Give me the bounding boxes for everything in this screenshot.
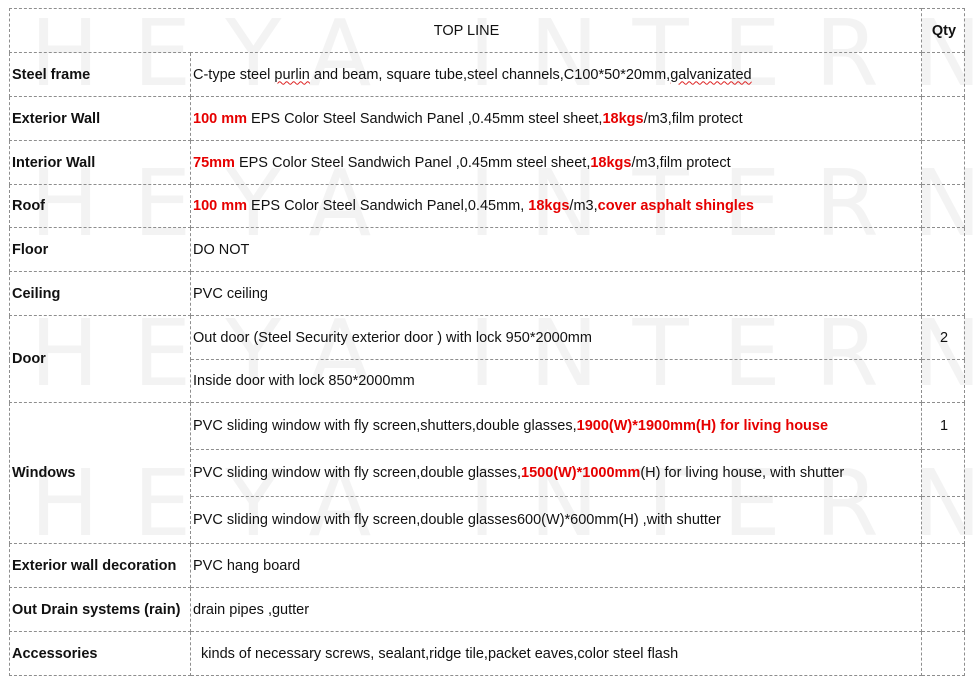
table-row <box>10 632 965 676</box>
qty-cell <box>922 141 965 185</box>
row-value-ceiling: PVC ceiling <box>191 272 922 316</box>
highlight-text: cover asphalt shingles <box>597 198 754 214</box>
text-segment: /m3,film protect <box>643 110 743 127</box>
qty-cell <box>922 632 965 676</box>
qty-cell <box>922 272 965 316</box>
table-row <box>10 185 965 228</box>
spellcheck-word: galvanizated <box>670 66 752 83</box>
text-segment: EPS Color Steel Sandwich Panel ,0.45mm steel sheet, <box>234 154 591 171</box>
spec-table <box>9 8 965 676</box>
row-value-roof <box>191 185 922 228</box>
text-segment: EPS Color Steel Sandwich Panel,0.45mm, <box>247 198 529 214</box>
qty-cell <box>922 544 965 588</box>
row-label-exterior-decoration: Exterior wall decoration <box>10 544 191 588</box>
table-row <box>10 272 965 316</box>
qty-cell <box>922 53 965 97</box>
qty-cell <box>922 588 965 632</box>
row-value-steel-frame <box>191 53 922 97</box>
row-label-floor: Floor <box>10 228 191 272</box>
row-label-door: Door <box>10 316 191 403</box>
qty-cell <box>922 360 965 403</box>
text-segment: (H) for living house, with shutter <box>640 465 845 481</box>
text-segment: /m3, <box>569 198 598 214</box>
row-value-exterior-decoration: PVC hang board <box>191 544 922 588</box>
row-value-interior-wall <box>191 141 922 185</box>
table-row <box>10 53 965 97</box>
table-title: TOP LINE <box>10 9 922 53</box>
qty-cell <box>922 450 965 497</box>
text-segment: /m3,film protect <box>631 154 731 171</box>
row-label-windows: Windows <box>10 403 191 544</box>
table-row <box>10 403 965 450</box>
table-row <box>10 588 965 632</box>
highlight-text: 18kgs <box>602 110 644 127</box>
row-value-window-2 <box>191 450 922 497</box>
row-label-interior-wall: Interior Wall <box>10 141 191 185</box>
row-value-out-door: Out door (Steel Security exterior door ) with lock 950*2000mm <box>191 316 922 360</box>
row-value-exterior-wall <box>191 97 922 141</box>
qty-cell <box>922 497 965 544</box>
row-value-drain: drain pipes ,gutter <box>191 588 922 632</box>
qty-cell <box>922 228 965 272</box>
row-value-window-1 <box>191 403 922 450</box>
table-row <box>10 141 965 185</box>
table-row <box>10 544 965 588</box>
text-segment: EPS Color Steel Sandwich Panel ,0.45mm steel sheet, <box>247 110 603 127</box>
qty-cell <box>922 185 965 228</box>
row-label-ceiling: Ceiling <box>10 272 191 316</box>
text-segment: PVC sliding window with fly screen,shutters,double glasses, <box>193 418 577 434</box>
qty-window-1: 1 <box>922 403 965 450</box>
row-label-roof: Roof <box>10 185 191 228</box>
table-header-row <box>10 9 965 53</box>
text-segment: C-type steel <box>193 66 275 83</box>
text-segment: PVC sliding window with fly screen,double glasses, <box>193 465 522 481</box>
row-value-window-3: PVC sliding window with fly screen,double glasses600(W)*600mm(H) ,with shutter <box>191 497 922 544</box>
qty-out-door: 2 <box>922 316 965 360</box>
row-label-exterior-wall: Exterior Wall <box>10 97 191 141</box>
highlight-text: 1500(W)*1000mm <box>521 465 641 481</box>
table-row <box>10 316 965 360</box>
highlight-text: 100 mm <box>193 198 248 214</box>
row-value-inside-door: Inside door with lock 850*2000mm <box>191 360 922 403</box>
highlight-text: 75mm <box>193 154 235 171</box>
row-value-accessories: kinds of necessary screws, sealant,ridge tile,packet eaves,color steel flash <box>191 632 922 676</box>
qty-cell <box>922 97 965 141</box>
row-label-accessories: Accessories <box>10 632 191 676</box>
qty-header: Qty <box>922 9 965 53</box>
highlight-text: 18kgs <box>528 198 570 214</box>
highlight-text: 1900(W)*1900mm(H) for living house <box>576 418 829 434</box>
row-label-steel-frame: Steel frame <box>10 53 191 97</box>
row-value-floor: DO NOT <box>191 228 922 272</box>
table-row <box>10 97 965 141</box>
table-row <box>10 228 965 272</box>
text-segment: and beam, square tube,steel channels,C100*50*20mm, <box>309 66 671 83</box>
highlight-text: 18kgs <box>590 154 632 171</box>
spellcheck-word: purlin <box>274 66 310 83</box>
highlight-text: 100 mm <box>193 110 248 127</box>
row-label-drain: Out Drain systems (rain) <box>10 588 191 632</box>
